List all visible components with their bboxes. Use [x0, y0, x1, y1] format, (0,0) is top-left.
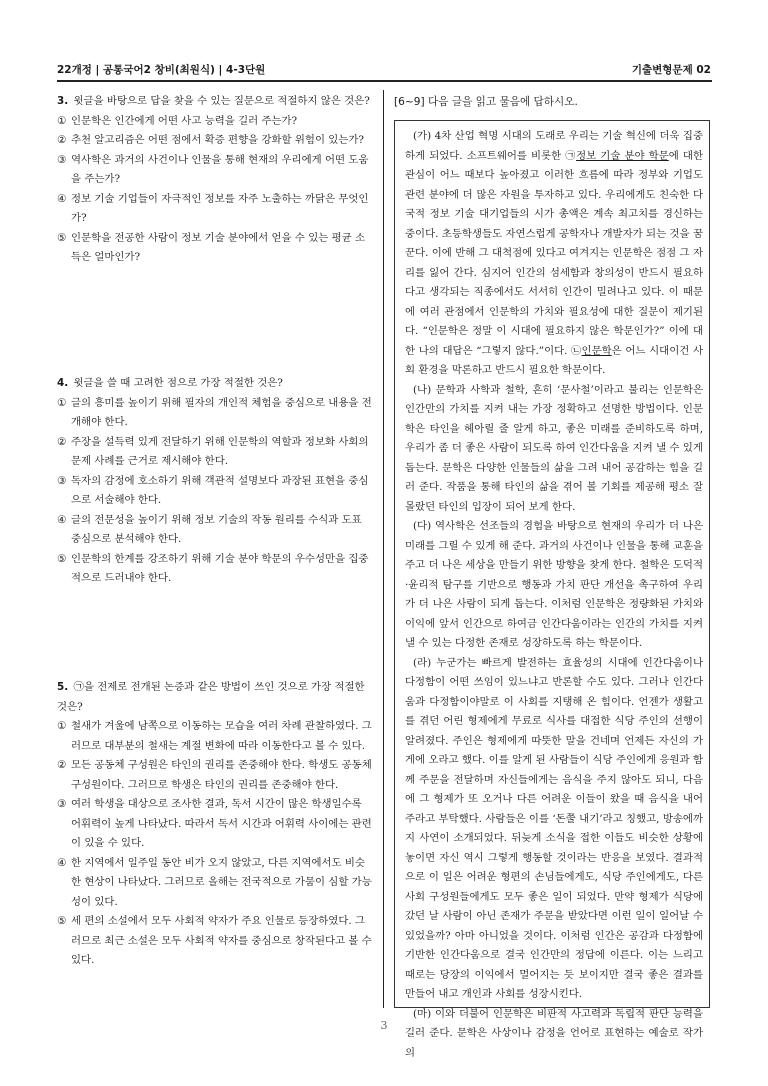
option-5[interactable] [57, 912, 374, 971]
option-number: ③ [57, 153, 67, 166]
question-stem [57, 678, 374, 717]
question-stem [57, 92, 374, 112]
option-text: 역사학은 과거의 사건이나 인물을 통해 현재의 우리에게 어떤 도움을 주는가? [71, 153, 369, 185]
option-number: ② [57, 435, 67, 448]
option-text: 주장을 설득력 있게 전달하기 위해 인문학의 역할과 정보화 사회의 문제 사례를 근거로 제시해야 한다. [71, 435, 369, 467]
option-5[interactable] [57, 550, 374, 589]
option-number: ① [57, 396, 67, 409]
option-number: ④ [57, 192, 67, 205]
option-text: 글의 흥미를 높이기 위해 필자의 개인적 체험을 중심으로 내용을 전개해야 한다. [71, 396, 372, 428]
option-number: ② [57, 759, 67, 771]
underlined-phrase-nieun: 인문학 [581, 344, 612, 357]
passage-paragraph-ga [405, 127, 703, 381]
option-text: 독자의 감정에 호소하기 위해 객관적 설명보다 과장된 표현을 중심으로 서술해야 한다. [71, 474, 369, 506]
question-5 [57, 678, 374, 971]
option-text: 정보 기술 기업들이 자극적인 정보를 자주 노출하는 까닭은 무엇인가? [71, 192, 369, 224]
marker-nieun: ㉡ [571, 345, 582, 357]
header-course-info: 22개정 | 공통국어2 창비(최원식) | 4-3단원 [57, 64, 266, 76]
question-text: 윗글을 바탕으로 답을 찾을 수 있는 질문으로 적절하지 않은 것은? [73, 95, 370, 107]
option-number: ③ [57, 474, 67, 487]
right-column [394, 92, 712, 112]
section-instruction: [6~9] 다음 글을 읽고 물음에 답하시오. [394, 96, 578, 108]
option-3[interactable] [57, 795, 374, 854]
question-text: ㉠을 전제로 전개된 논증과 같은 방법이 쓰인 것으로 가장 적절한 것은? [57, 681, 365, 713]
option-1[interactable] [57, 717, 374, 756]
header-divider [57, 80, 712, 82]
question-text: 윗글을 쓸 때 고려한 점으로 가장 적절한 것은? [73, 377, 283, 389]
underlined-phrase-giyeok: 정보 기술 분야 학문 [576, 149, 669, 162]
passage-text: (가) 4차 산업 혁명 시대의 도래로 우리는 기술 혁신에 더욱 집중하게 되었다. 소프트웨어를 비롯한 [405, 130, 703, 162]
page-number: 3 [380, 1019, 388, 1032]
option-number: ⑤ [57, 231, 67, 244]
option-number: ② [57, 134, 67, 146]
option-4[interactable] [57, 190, 374, 229]
option-number: ③ [57, 798, 67, 810]
option-text: 한 지역에서 일주일 동안 비가 오지 않았고, 다른 지역에서도 비슷한 현상이 나타났다. 그러므로 올해는 전국적으로 가뭄이 심할 가능성이 있다. [71, 856, 372, 908]
option-text: 인문학의 한계를 강조하기 위해 기술 분야 학문의 우수성만을 집중적으로 드러내야 한다. [71, 552, 369, 584]
option-number: ④ [57, 513, 67, 526]
option-text: 인문학은 인간에게 어떤 사고 능력을 길러 주는가? [71, 114, 298, 127]
question-4 [57, 374, 374, 589]
option-2[interactable] [57, 433, 374, 472]
option-text: 글의 전문성을 높이기 위해 정보 기술의 작동 원리를 수식과 도표 중심으로 분석해야 한다. [71, 513, 362, 545]
option-text: 여러 학생을 대상으로 조사한 결과, 독서 시간이 많은 학생일수록 어휘력이 높게 나타났다. 따라서 독서 시간과 어휘력 사이에는 관련이 있을 수 있다. [71, 798, 372, 849]
question-stem [57, 374, 374, 394]
passage-paragraph-ra: (라) 누군가는 빠르게 발전하는 효율성의 시대에 인간다움이나 다정함이 어떤 쓰임이 있느냐고 반론할 수도 있다. 그러나 인간다움과 다정함이야말로 이 사회를 지탱해 온 힘이다. 언젠가 생활고를 겪던 어린 형제에게 무료로 식사를 대접한 식당 주인의 선행이 알려졌다. 주인은 형제에게 따뜻한 말을 건네며 언제든 자신의 가게에 오라고 했다. 이를 알게 된 사람들이 식당 주인에게 응원과 함께 주문을 전달하며 자신들에게는 음식을 주지 않아도 되니, 다음에 그 형제가 또 오거나 다른 어려운 이들이 왔을 때 음식을 내어 주라고 부탁했다. 사람들은 이를 ‘돈쭐 내기’라고 칭했고, 방송에까지 사연이 소개되었다. 뒤늦게 소식을 접한 이들도 비슷한 상황에 놓이면 자신 역시 그렇게 행동할 것이라는 반응을 보였다. 결과적으로 이 일은 어려운 형편의 손님들에게도, 식당 주인에게도, 다른 사회 구성원들에게도 모두 좋은 일이 되었다. 만약 형제가 식당에 갔던 날 사람이 아닌 존재가 주문을 받았다면 이런 일이 일어날 수 있었을까? 아마 아니었을 것이다. 이처럼 인간은 공감과 다정함에 기반한 인간다움으로 결국 인간만의 정답에 이른다. 이는 느리고 때로는 당장의 이익에서 멀어지는 듯 보이지만 결국 좋은 결과를 만들어 내고 개인과 사회를 성장시킨다. [405, 656, 703, 1000]
option-4[interactable] [57, 854, 374, 913]
option-text: 세 편의 소설에서 모두 사회적 약자가 주요 인물로 등장하였다. 그러므로 최근 소설은 모두 사회적 약자를 중심으로 창작된다고 볼 수 있다. [71, 915, 372, 966]
option-text: 모든 공동체 구성원은 타인의 권리를 존중해야 한다. 학생도 공동체 구성원이다. 그러므로 학생은 타인의 권리를 존중해야 한다. [71, 759, 372, 791]
option-text: 철새가 겨울에 남쪽으로 이동하는 모습을 여러 차례 관찰하였다. 그러므로 대부분의 철새는 계절 변화에 따라 이동한다고 볼 수 있다. [71, 720, 372, 752]
passage-paragraph-da: (다) 역사학은 선조들의 경험을 바탕으로 현재의 우리가 더 나은 미래를 그릴 수 있게 해 준다. 과거의 사건이나 인물을 통해 교훈을 주고 더 나은 세상을 만들기 위한 방향을 찾게 한다. 철학은 도덕적·윤리적 탐구를 기반으로 행동과 가치 판단 개선을 촉구하여 우리가 더 나은 사람이 되게 돕는다. 이처럼 인문학은 정량화된 가치와 이익에 앞서 인간으로 하여금 인간다움이라는 인간의 가치를 지켜 낼 수 있는 다정한 존재로 성장하도록 하는 학문이다. [405, 520, 703, 649]
passage-text: 은 어느 시대이건 사회 환경을 막론하고 반드시 필요한 학문이다. [405, 344, 704, 376]
passage-text: 에 대한 관심이 어느 때보다 높아졌고 이러한 흐름에 따라 정부와 기업도 관련 분야에 더 많은 자원을 투자하고 있다. 우리에게도 친숙한 다국적 정보 기술 대기업들의 시가 총액은 계속 최고치를 경신하는 중이다. 초등학생들도 자연스럽게 공학자나 개발자가 되는 것을 꿈꾼다. 이에 반해 그 대척점에 있다고 여겨지는 인문학은 점점 그 자리를 잃어 간다. 심지어 인간의 섬세함과 창의성이 반드시 필요하다고 생각되는 직종에서도 서서히 인간이 밀려나고 있다. 이 때문에 여러 관점에서 인문학의 가치와 필요성에 대한 질문이 제기된다. “인문학은 정말 이 시대에 필요하지 않은 학문인가?” 이에 대한 나의 대답은 “그렇지 않다.”이다. [405, 149, 703, 357]
passage-paragraph-na: (나) 문학과 사학과 철학, 흔히 ‘문사철’이라고 불리는 인문학은 인간만의 가치를 지켜 내는 가장 정확하고 선명한 방법이다. 인문학은 타인을 헤아릴 줄 알게 하고, 좋은 미래를 준비하도록 하며, 우리가 좀 더 좋은 사람이 되도록 하여 인간다움을 지켜 낼 수 있게 돕는다. 문학은 다양한 인물들의 삶을 그려 내어 공감하는 힘을 길러 준다. 작품을 통해 타인의 삶을 겪어 볼 기회를 제공해 평소 잘 몰랐던 타인의 입장이 되어 보게 한다. [405, 383, 703, 513]
option-2[interactable] [57, 756, 374, 795]
option-number: ⑤ [57, 552, 67, 565]
option-3[interactable] [57, 472, 374, 511]
option-text: 인문학을 전공한 사람이 정보 기술 분야에서 얻을 수 있는 평균 소득은 얼마인가? [71, 231, 365, 263]
option-5[interactable] [57, 229, 374, 268]
header-exam-title: 기출변형문제 02 [631, 64, 711, 76]
question-3 [57, 92, 374, 268]
option-1[interactable] [57, 394, 374, 433]
marker-giyeok: ㉠ [565, 150, 577, 162]
option-4[interactable] [57, 511, 374, 550]
question-number: 3. [57, 95, 69, 107]
reading-passage [394, 120, 710, 1059]
question-number: 4. [57, 377, 69, 389]
option-1[interactable] [57, 112, 374, 132]
option-number: ⑤ [57, 915, 67, 927]
page-header [57, 62, 711, 80]
option-3[interactable] [57, 151, 374, 190]
option-number: ① [57, 114, 67, 127]
option-text: 추천 알고리즘은 어떤 점에서 확증 편향을 강화할 위험이 있는가? [71, 134, 364, 146]
column-divider [383, 90, 384, 1008]
option-number: ④ [57, 856, 67, 869]
option-2[interactable] [57, 131, 374, 151]
passage-paragraph-ma: (마) 이와 더불어 인문학은 비판적 사고력과 독립적 판단 능력을 길러 준다. 문학은 사상이나 감정을 언어로 표현하는 예술로 작가의 [405, 1007, 703, 1059]
question-number: 5. [57, 681, 69, 693]
option-number: ① [57, 720, 67, 732]
